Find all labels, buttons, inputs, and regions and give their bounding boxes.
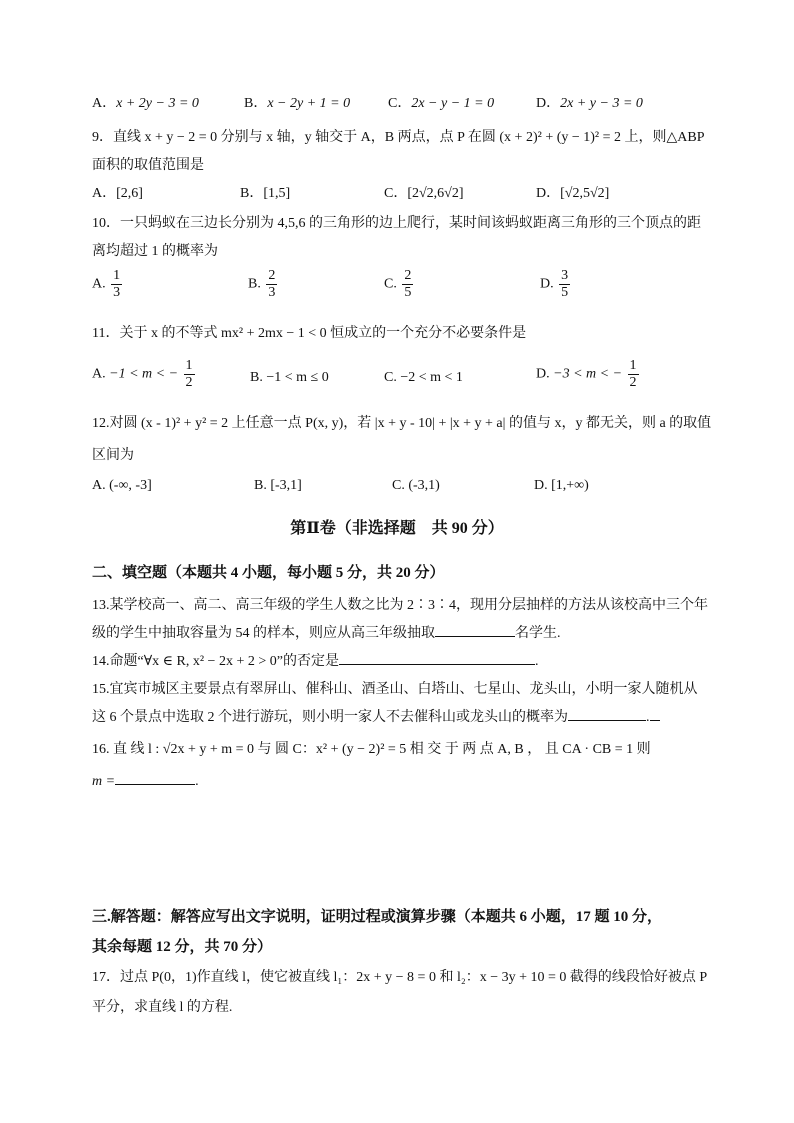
q12-option-c: C. (-3,1) bbox=[392, 478, 440, 493]
option-label: D. bbox=[536, 366, 550, 382]
option-expression: x − 2y + 1 = 0 bbox=[267, 96, 351, 111]
q9-option-b: B．[1,5] bbox=[240, 186, 291, 201]
option-label: C. bbox=[384, 276, 397, 292]
option-label: C． bbox=[388, 96, 412, 111]
fraction: $\frac{1}{2}$ bbox=[185, 358, 193, 390]
fraction: $\frac{2}{5}$ bbox=[404, 268, 412, 300]
q14-line: 14.命题“∀x ∈ R, x² − 2x + 2 > 0”的否定是 . bbox=[92, 650, 538, 672]
answer-blank bbox=[568, 706, 646, 721]
q16-line1: 16. 直 线 l : √2x + y + m = 0 与 圆 C：x² + (y − 2)² = 5 相 交 于 两 点 A, B ， 且 CA · CB = 1 则 bbox=[92, 742, 651, 757]
q11-option-d: D. −3 < m < − $\frac{1}{2}$ bbox=[536, 358, 637, 390]
option-expression: x + 2y − 3 = 0 bbox=[116, 96, 199, 111]
q9-option-a: A．[2,6] bbox=[92, 186, 143, 201]
answer-blank bbox=[435, 622, 515, 637]
option-label: A. bbox=[92, 366, 106, 382]
answer-blank bbox=[115, 770, 195, 785]
q9-option-d: D．[√2,5√2] bbox=[536, 186, 610, 201]
fraction: $\frac{3}{5}$ bbox=[561, 268, 569, 300]
q11-stem: 11．关于 x 的不等式 mx² + 2mx − 1 < 0 恒成立的一个充分不必要条件是 bbox=[92, 326, 527, 341]
q10-option-d bbox=[540, 268, 572, 301]
q11-option-a: A. −1 < m < − $\frac{1}{2}$ bbox=[92, 358, 193, 390]
option-label: A. bbox=[92, 276, 106, 292]
q8-option-a bbox=[92, 94, 199, 114]
q17-line1: 17．过点 P(0，1)作直线 l，使它被直线 l₁：2x + y − 8 = 0 和 l₂：x − 3y + 10 = 0 截得的线段恰好被点 P bbox=[92, 970, 708, 985]
option-expression: 2x + y − 3 = 0 bbox=[560, 96, 643, 111]
q8-option-c bbox=[388, 94, 494, 114]
q10-option-b bbox=[248, 268, 279, 301]
answer-blank-tail bbox=[650, 706, 660, 721]
q15-line2: 这 6 个景点中选取 2 个进行游玩，则小明一家人不去催科山或龙头山的概率为 . bbox=[92, 706, 660, 728]
q15-line1: 15.宜宾市城区主要景点有翠屏山、催科山、酒圣山、白塔山、七星山、龙头山，小明一家人随机从 bbox=[92, 682, 698, 697]
fraction: $\frac{1}{2}$ bbox=[629, 358, 637, 390]
q10-stem-line2: 离均超过 1 的概率为 bbox=[92, 244, 218, 259]
fraction: $\frac{1}{3}$ bbox=[113, 268, 121, 300]
q17-line2: 平分，求直线 l 的方程. bbox=[92, 1000, 233, 1015]
q12-option-d: D. [1,+∞) bbox=[534, 478, 589, 493]
option-label: B． bbox=[244, 96, 268, 111]
q9-stem-line1: 9．直线 x + y − 2 = 0 分别与 x 轴，y 轴交于 A，B 两点，点 P 在圆 (x + 2)² + (y − 1)² = 2 上，则△ABP bbox=[92, 130, 705, 145]
part-two-title: 第Ⅱ卷（非选择题 共 90 分） bbox=[290, 520, 504, 537]
q12-stem-line1: 12.对圆 (x - 1)² + y² = 2 上任意一点 P(x, y)，若 |x + y - 10| + |x + y + a| 的值与 x，y 都无关，则 a 的取值 bbox=[92, 416, 712, 431]
answer-blank bbox=[339, 650, 535, 665]
q11-option-c: C. −2 < m < 1 bbox=[384, 370, 463, 385]
q12-option-a: A. (-∞, -3] bbox=[92, 478, 152, 493]
q10-stem-line1: 10．一只蚂蚁在三边长分别为 4,5,6 的三角形的边上爬行，某时间该蚂蚁距离三角形的三个顶点的距 bbox=[92, 216, 701, 231]
q8-option-d bbox=[536, 94, 643, 114]
q12-option-b: B. [-3,1] bbox=[254, 478, 302, 493]
section-three-heading-line1: 三.解答题：解答应写出文字说明，证明过程或演算步骤（本题共 6 小题，17 题 10 分， bbox=[92, 909, 663, 925]
q10-option-a bbox=[92, 268, 124, 301]
q9-option-c: C．[2√2,6√2] bbox=[384, 186, 464, 201]
option-expression: 2x − y − 1 = 0 bbox=[411, 96, 495, 111]
q16-line2: m = . bbox=[92, 770, 199, 792]
q8-option-b bbox=[244, 94, 350, 114]
fraction: $\frac{2}{3}$ bbox=[268, 268, 276, 300]
option-label: D． bbox=[536, 96, 561, 111]
option-label: B. bbox=[248, 276, 261, 292]
q9-stem-line2: 面积的取值范围是 bbox=[92, 158, 204, 173]
q12-stem-line2: 区间为 bbox=[92, 448, 134, 463]
q13-line2: 级的学生中抽取容量为 54 的样本，则应从高三年级抽取 名学生. bbox=[92, 622, 561, 644]
q10-option-c bbox=[384, 268, 415, 301]
section-two-heading: 二、填空题（本题共 4 小题，每小题 5 分，共 20 分） bbox=[92, 565, 445, 581]
section-three-heading-line2: 其余每题 12 分，共 70 分） bbox=[92, 939, 273, 955]
q11-option-b: B. −1 < m ≤ 0 bbox=[250, 370, 329, 385]
q13-line1: 13.某学校高一、高二、高三年级的学生人数之比为 2∶3∶4，现用分层抽样的方法从该校高中三个年 bbox=[92, 598, 708, 613]
option-label: A． bbox=[92, 96, 117, 111]
option-label: D. bbox=[540, 276, 554, 292]
